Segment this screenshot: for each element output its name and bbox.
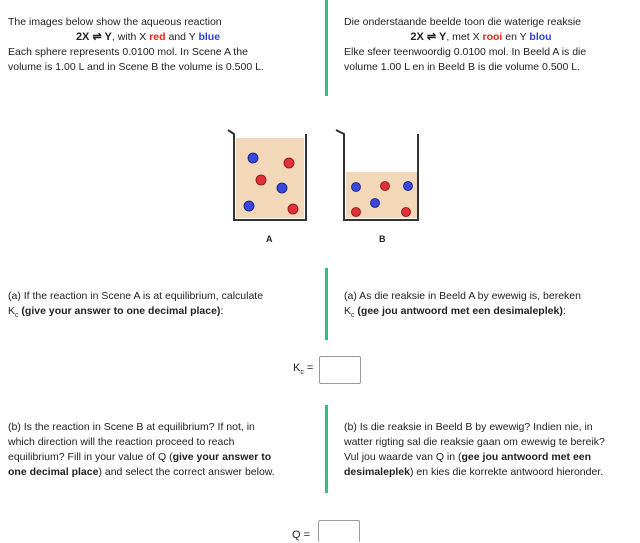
intro-line1: The images below show the aqueous reaction	[8, 16, 222, 28]
red-word: rooi	[482, 31, 503, 43]
equation-text: 2X ⇌ Y	[75, 31, 112, 43]
colon: :	[562, 305, 566, 317]
question-a-line1: (a) If the reaction in Scene A is at equilibrium, calculate	[8, 290, 264, 302]
scene-a-label: A	[266, 234, 273, 244]
question-b-line3-text: Vul jou waarde van Q in (	[344, 451, 462, 463]
intro-english	[8, 15, 318, 75]
beaker-diagram	[220, 120, 430, 230]
intro-line1: Die onderstaande beelde toon die waterige reaksie	[344, 16, 581, 28]
question-a-line2	[8, 304, 318, 323]
question-b-line4	[344, 465, 638, 480]
q-answer-input[interactable]	[318, 520, 360, 542]
intro-afrikaans	[344, 15, 636, 75]
question-b-line4-bold: desimaleplek	[344, 466, 410, 478]
equation-and: en Y	[502, 31, 530, 43]
blue-sphere	[248, 153, 258, 163]
decimal-instruction: (give your answer to one decimal place)	[18, 305, 221, 317]
kc-symbol: K	[344, 305, 352, 317]
question-b-line2: watter rigting sal die reaksie gaan om ewewig te bereik?	[344, 436, 605, 448]
scene-b-label: B	[379, 234, 386, 244]
red-sphere	[402, 208, 411, 217]
question-b-line3	[344, 450, 638, 465]
kc-answer-equals: =	[306, 362, 314, 374]
question-b-english	[8, 420, 323, 480]
kc-symbol: K	[8, 305, 16, 317]
kc-subscript: c	[15, 312, 19, 320]
blue-word: blue	[198, 31, 221, 43]
q-answer-label: Q =	[292, 529, 311, 541]
decimal-instruction: (gee jou antwoord met een desimaleplek)	[354, 305, 563, 317]
question-b-line4-text: ) and select the correct answer below.	[98, 466, 275, 478]
red-sphere	[284, 158, 294, 168]
red-word: red	[149, 31, 166, 43]
question-a-afrikaans	[344, 289, 636, 323]
question-b-line2: which direction will the reaction proceed to reach	[8, 436, 235, 448]
intro-line3: Elke sfeer teenwoordig 0.0100 mol. In Beeld A is die	[344, 46, 587, 58]
blue-word: blou	[529, 31, 552, 43]
question-b-line1: (b) Is die reaksie in Beeld B by ewewig? Indien nie, in	[344, 421, 593, 433]
equation-with: , met X	[446, 31, 483, 43]
question-a-line2	[344, 304, 636, 323]
intro-line4: volume 1.00 L en in Beeld B is die volume 0.500 L.	[344, 61, 581, 73]
intro-line3: Each sphere represents 0.0100 mol. In Scene A the	[8, 46, 248, 58]
beaker-a	[228, 130, 306, 220]
question-b-line1: (b) Is the reaction in Scene B at equilibrium? If not, in	[8, 421, 255, 433]
blue-sphere	[404, 182, 413, 191]
equation-with: , with X	[111, 31, 150, 43]
question-b-line3-bold: give your answer to	[172, 451, 272, 463]
kc-answer-symbol: K	[293, 362, 301, 374]
question-b-afrikaans	[344, 420, 638, 480]
red-sphere	[256, 175, 266, 185]
intro-line4: volume is 1.00 L and in Scene B the volume is 0.500 L.	[8, 61, 264, 73]
kc-answer-subscript: c	[300, 369, 304, 377]
divider-top	[325, 0, 328, 96]
question-b-line4	[8, 465, 323, 480]
question-a-english	[8, 289, 318, 323]
blue-sphere	[352, 183, 361, 192]
red-sphere	[352, 208, 361, 217]
question-b-line3-text: equilibrium? Fill in your value of Q (	[8, 451, 173, 463]
question-b-line3	[8, 450, 323, 465]
question-b-line3-bold: gee jou antwoord met een	[461, 451, 592, 463]
blue-sphere	[371, 199, 380, 208]
red-sphere	[381, 182, 390, 191]
question-b-line4-text: ) en kies die korrekte antwoord hieronder.	[409, 466, 604, 478]
red-sphere	[288, 204, 298, 214]
divider-question-a	[325, 268, 328, 340]
question-b-line4-bold: one decimal place	[8, 466, 99, 478]
reaction-equation	[326, 30, 636, 45]
beaker-b	[336, 130, 418, 220]
blue-sphere	[244, 201, 254, 211]
equation-text: 2X ⇌ Y	[410, 31, 447, 43]
question-a-line1: (a) As die reaksie in Beeld A by ewewig is, bereken	[344, 290, 581, 302]
equation-and: and Y	[165, 31, 199, 43]
colon: :	[220, 305, 224, 317]
blue-sphere	[277, 183, 287, 193]
divider-question-b	[325, 405, 328, 493]
kc-answer-label	[293, 361, 313, 380]
reaction-equation	[0, 30, 318, 45]
kc-answer-input[interactable]	[319, 356, 361, 384]
kc-subscript: c	[351, 312, 355, 320]
